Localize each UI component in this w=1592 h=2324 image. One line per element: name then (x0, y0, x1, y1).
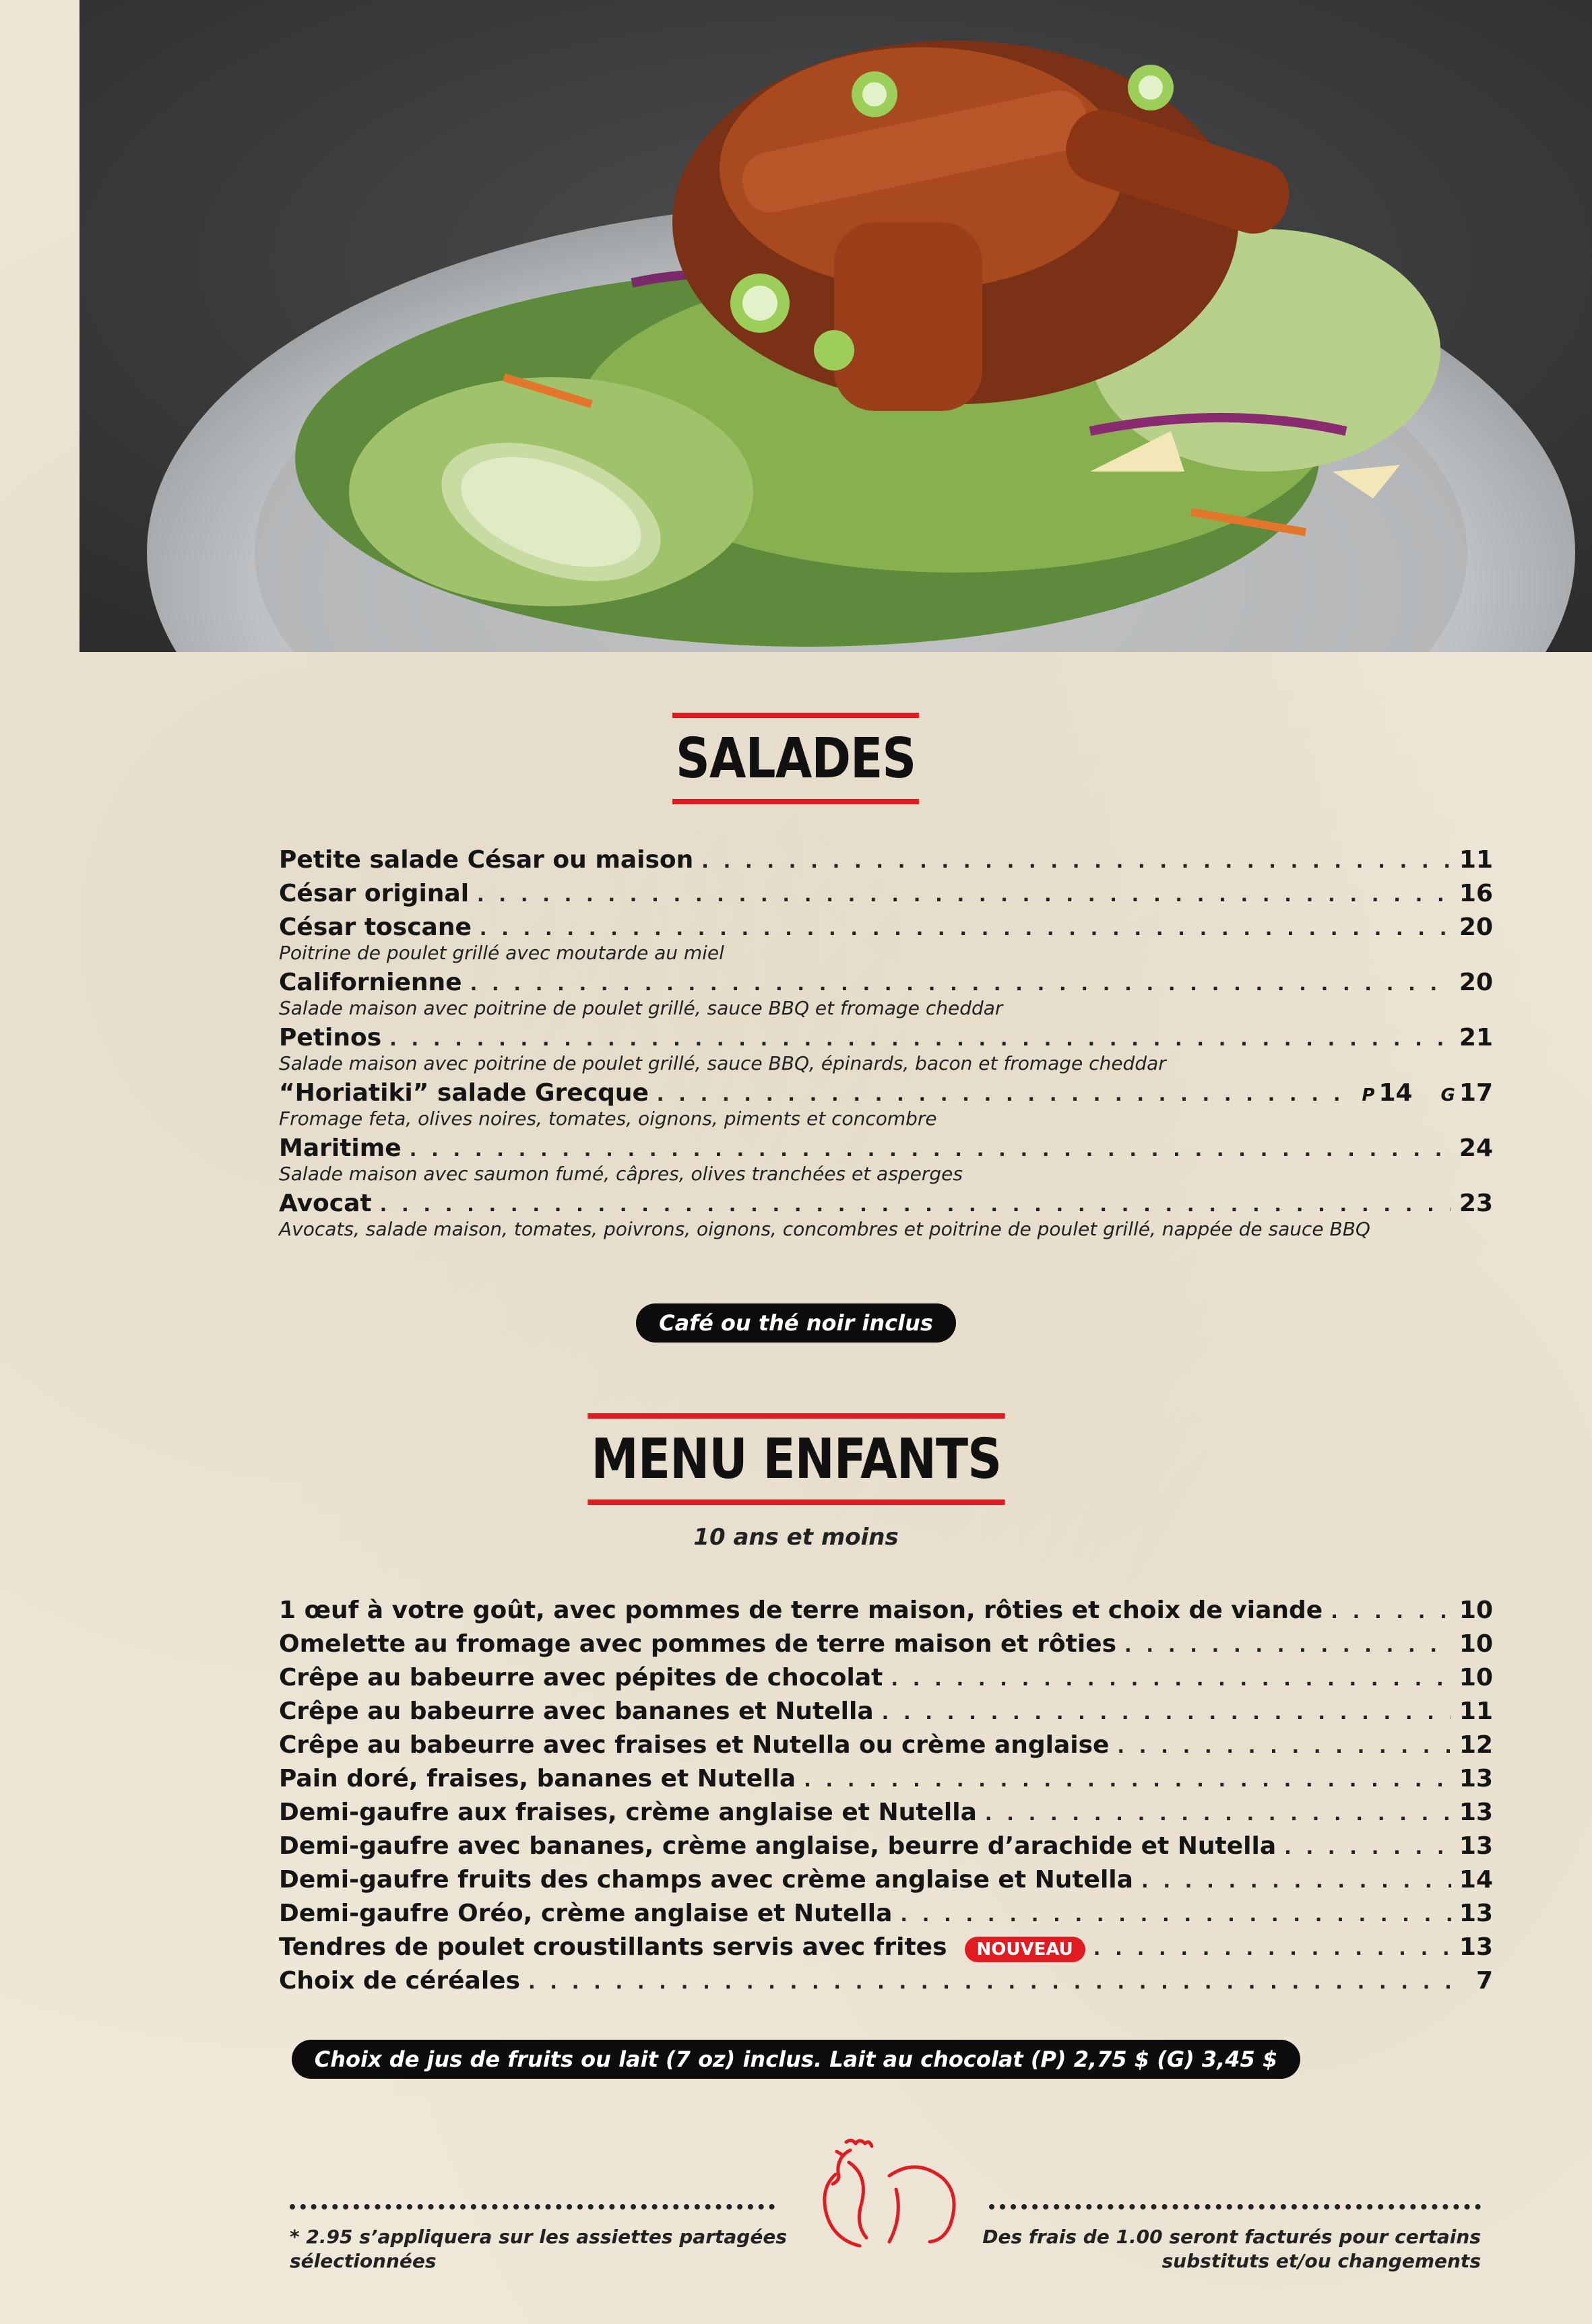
item-price: 10 (1459, 1630, 1493, 1658)
leader-dots (1124, 1629, 1451, 1663)
item-price: 12 (1459, 1731, 1493, 1759)
leader-dots (804, 1764, 1451, 1797)
item-name: Pain doré, fraises, bananes et Nutella (279, 1765, 796, 1793)
menu-item (279, 843, 1493, 877)
enfants-note-wrap (0, 2040, 1592, 2079)
footer-divider-right (989, 2204, 1481, 2209)
item-name: Omelette au fromage avec pommes de terre maison et rôties (279, 1630, 1117, 1658)
leader-dots (1093, 1932, 1451, 1966)
menu-item (279, 1187, 1493, 1242)
item-name: Demi-gaufre fruits des champs avec crème anglaise et Nutella (279, 1866, 1133, 1894)
item-name: Crêpe au babeurre avec fraises et Nutella ou crème anglaise (279, 1731, 1110, 1759)
menu-item (279, 1830, 1493, 1863)
menu-item (279, 966, 1493, 1021)
item-name: Demi-gaufre aux fraises, crème anglaise et Nutella (279, 1799, 977, 1826)
item-price: 13 (1459, 1933, 1493, 1961)
leader-dots (701, 845, 1451, 878)
item-price: 13 (1459, 1765, 1493, 1793)
enfants-list (279, 1594, 1493, 1998)
footnote-right (982, 2225, 1481, 2273)
item-name: César toscane (279, 913, 472, 941)
menu-item (279, 1661, 1493, 1695)
item-name: Demi-gaufre avec bananes, crème anglaise, beurre d’arachide et Nutella (279, 1832, 1277, 1860)
item-description: Fromage feta, olives noires, tomates, oignons, piments et concombre (279, 1107, 937, 1130)
nouveau-badge: NOUVEAU (965, 1937, 1085, 1962)
salades-note-pill: Café ou thé noir inclus (636, 1303, 956, 1343)
item-name: Californienne (279, 969, 462, 996)
menu-item (279, 1897, 1493, 1931)
item-name: Avocat (279, 1190, 372, 1217)
item-price: 7 (1475, 1967, 1493, 1995)
leader-dots (1141, 1865, 1451, 1898)
item-price: 24 (1459, 1134, 1493, 1162)
item-description: Salade maison avec saumon fumé, câpres, olives tranchées et asperges (279, 1163, 963, 1185)
footer-divider-left (290, 2204, 775, 2209)
menu-item (279, 1931, 1493, 1964)
item-name: Crêpe au babeurre avec bananes et Nutella (279, 1698, 874, 1725)
enfants-note-pill: Choix de jus de fruits ou lait (7 oz) inclus. Lait au chocolat (P) 2,75 $ (G) 3,45 $ (292, 2040, 1300, 2079)
item-price: 11 (1459, 846, 1493, 874)
item-price: 13 (1459, 1799, 1493, 1826)
leader-dots (1117, 1730, 1451, 1764)
rooster-logo-icon (808, 2135, 970, 2253)
menu-item (279, 1729, 1493, 1762)
menu-item (279, 1132, 1493, 1187)
item-price: 10 (1459, 1664, 1493, 1691)
salades-list (279, 843, 1493, 1242)
item-price: 13 (1459, 1832, 1493, 1860)
leader-dots (1284, 1831, 1451, 1865)
item-name: Petinos (279, 1024, 382, 1052)
leader-dots (477, 878, 1451, 912)
price-small: 14 (1378, 1079, 1413, 1107)
item-price: 13 (1459, 1900, 1493, 1927)
item-name: 1 œuf à votre goût, avec pommes de terre maison, rôties et choix de viande (279, 1596, 1323, 1624)
menu-item (279, 877, 1493, 911)
size-small-tag: P (1362, 1085, 1375, 1105)
footnote-right-line2: substituts et/ou changements (1161, 2250, 1481, 2272)
menu-item (279, 1863, 1493, 1897)
leader-dots (882, 1696, 1451, 1730)
item-price: 16 (1459, 880, 1493, 907)
menu-item (279, 1627, 1493, 1661)
footnote-left-line2: sélectionnées (290, 2250, 437, 2272)
price-large: 17 (1459, 1079, 1493, 1107)
salades-heading: SALADES (672, 713, 920, 804)
enfants-subtitle: 10 ans et moins (693, 1524, 899, 1551)
item-name: Demi-gaufre Oréo, crème anglaise et Nutella (279, 1900, 893, 1927)
leader-dots (528, 1966, 1455, 1999)
item-name: Petite salade César ou maison (279, 846, 694, 874)
footnote-left-line1: * 2.95 s’appliquera sur les assiettes partagées (290, 2226, 787, 2248)
item-price: 10 (1459, 1596, 1493, 1624)
item-price-sizes (1362, 1076, 1493, 1112)
item-name: César original (279, 880, 470, 907)
item-name: Tendres de poulet croustillants servis avec frites (279, 1933, 947, 1961)
leader-dots (900, 1898, 1451, 1932)
menu-item (279, 1762, 1493, 1796)
item-name: “Horiatiki” salade Grecque (279, 1079, 649, 1107)
leader-dots (985, 1797, 1451, 1831)
menu-item (279, 1964, 1493, 1998)
menu-item (279, 1796, 1493, 1830)
menu-item (279, 1076, 1493, 1132)
leader-dots (891, 1663, 1451, 1696)
enfants-heading-block (0, 1413, 1592, 1505)
menu-item (279, 1695, 1493, 1729)
enfants-heading: MENU ENFANTS (587, 1413, 1005, 1505)
salades-note-wrap (0, 1303, 1592, 1343)
footnote-left (290, 2225, 787, 2273)
item-description: Poitrine de poulet grillé avec moutarde au miel (279, 942, 724, 964)
item-price: 21 (1459, 1024, 1493, 1052)
item-name: Choix de céréales (279, 1967, 520, 1995)
salad-photo (79, 0, 1592, 652)
item-price: 11 (1459, 1698, 1493, 1725)
item-price: 20 (1459, 969, 1493, 996)
footnote-right-line1: Des frais de 1.00 seront facturés pour certains (982, 2226, 1481, 2248)
size-large-tag: G (1440, 1085, 1455, 1105)
item-price: 20 (1459, 913, 1493, 941)
menu-item (279, 911, 1493, 966)
item-description: Avocats, salade maison, tomates, poivrons, oignons, concombres et poitrine de poulet grillé, nappée de sauce BBQ (279, 1218, 1370, 1240)
item-price: 23 (1459, 1190, 1493, 1217)
item-description: Salade maison avec poitrine de poulet grillé, sauce BBQ et fromage cheddar (279, 997, 1003, 1019)
item-price: 14 (1459, 1866, 1493, 1894)
item-name: Crêpe au babeurre avec pépites de chocolat (279, 1664, 883, 1691)
item-name: Maritime (279, 1134, 402, 1162)
menu-item (279, 1021, 1493, 1076)
item-description: Salade maison avec poitrine de poulet grillé, sauce BBQ, épinards, bacon et fromage cheddar (279, 1052, 1166, 1074)
salades-heading-block (0, 713, 1592, 804)
leader-dots (1331, 1595, 1451, 1629)
menu-item (279, 1594, 1493, 1627)
